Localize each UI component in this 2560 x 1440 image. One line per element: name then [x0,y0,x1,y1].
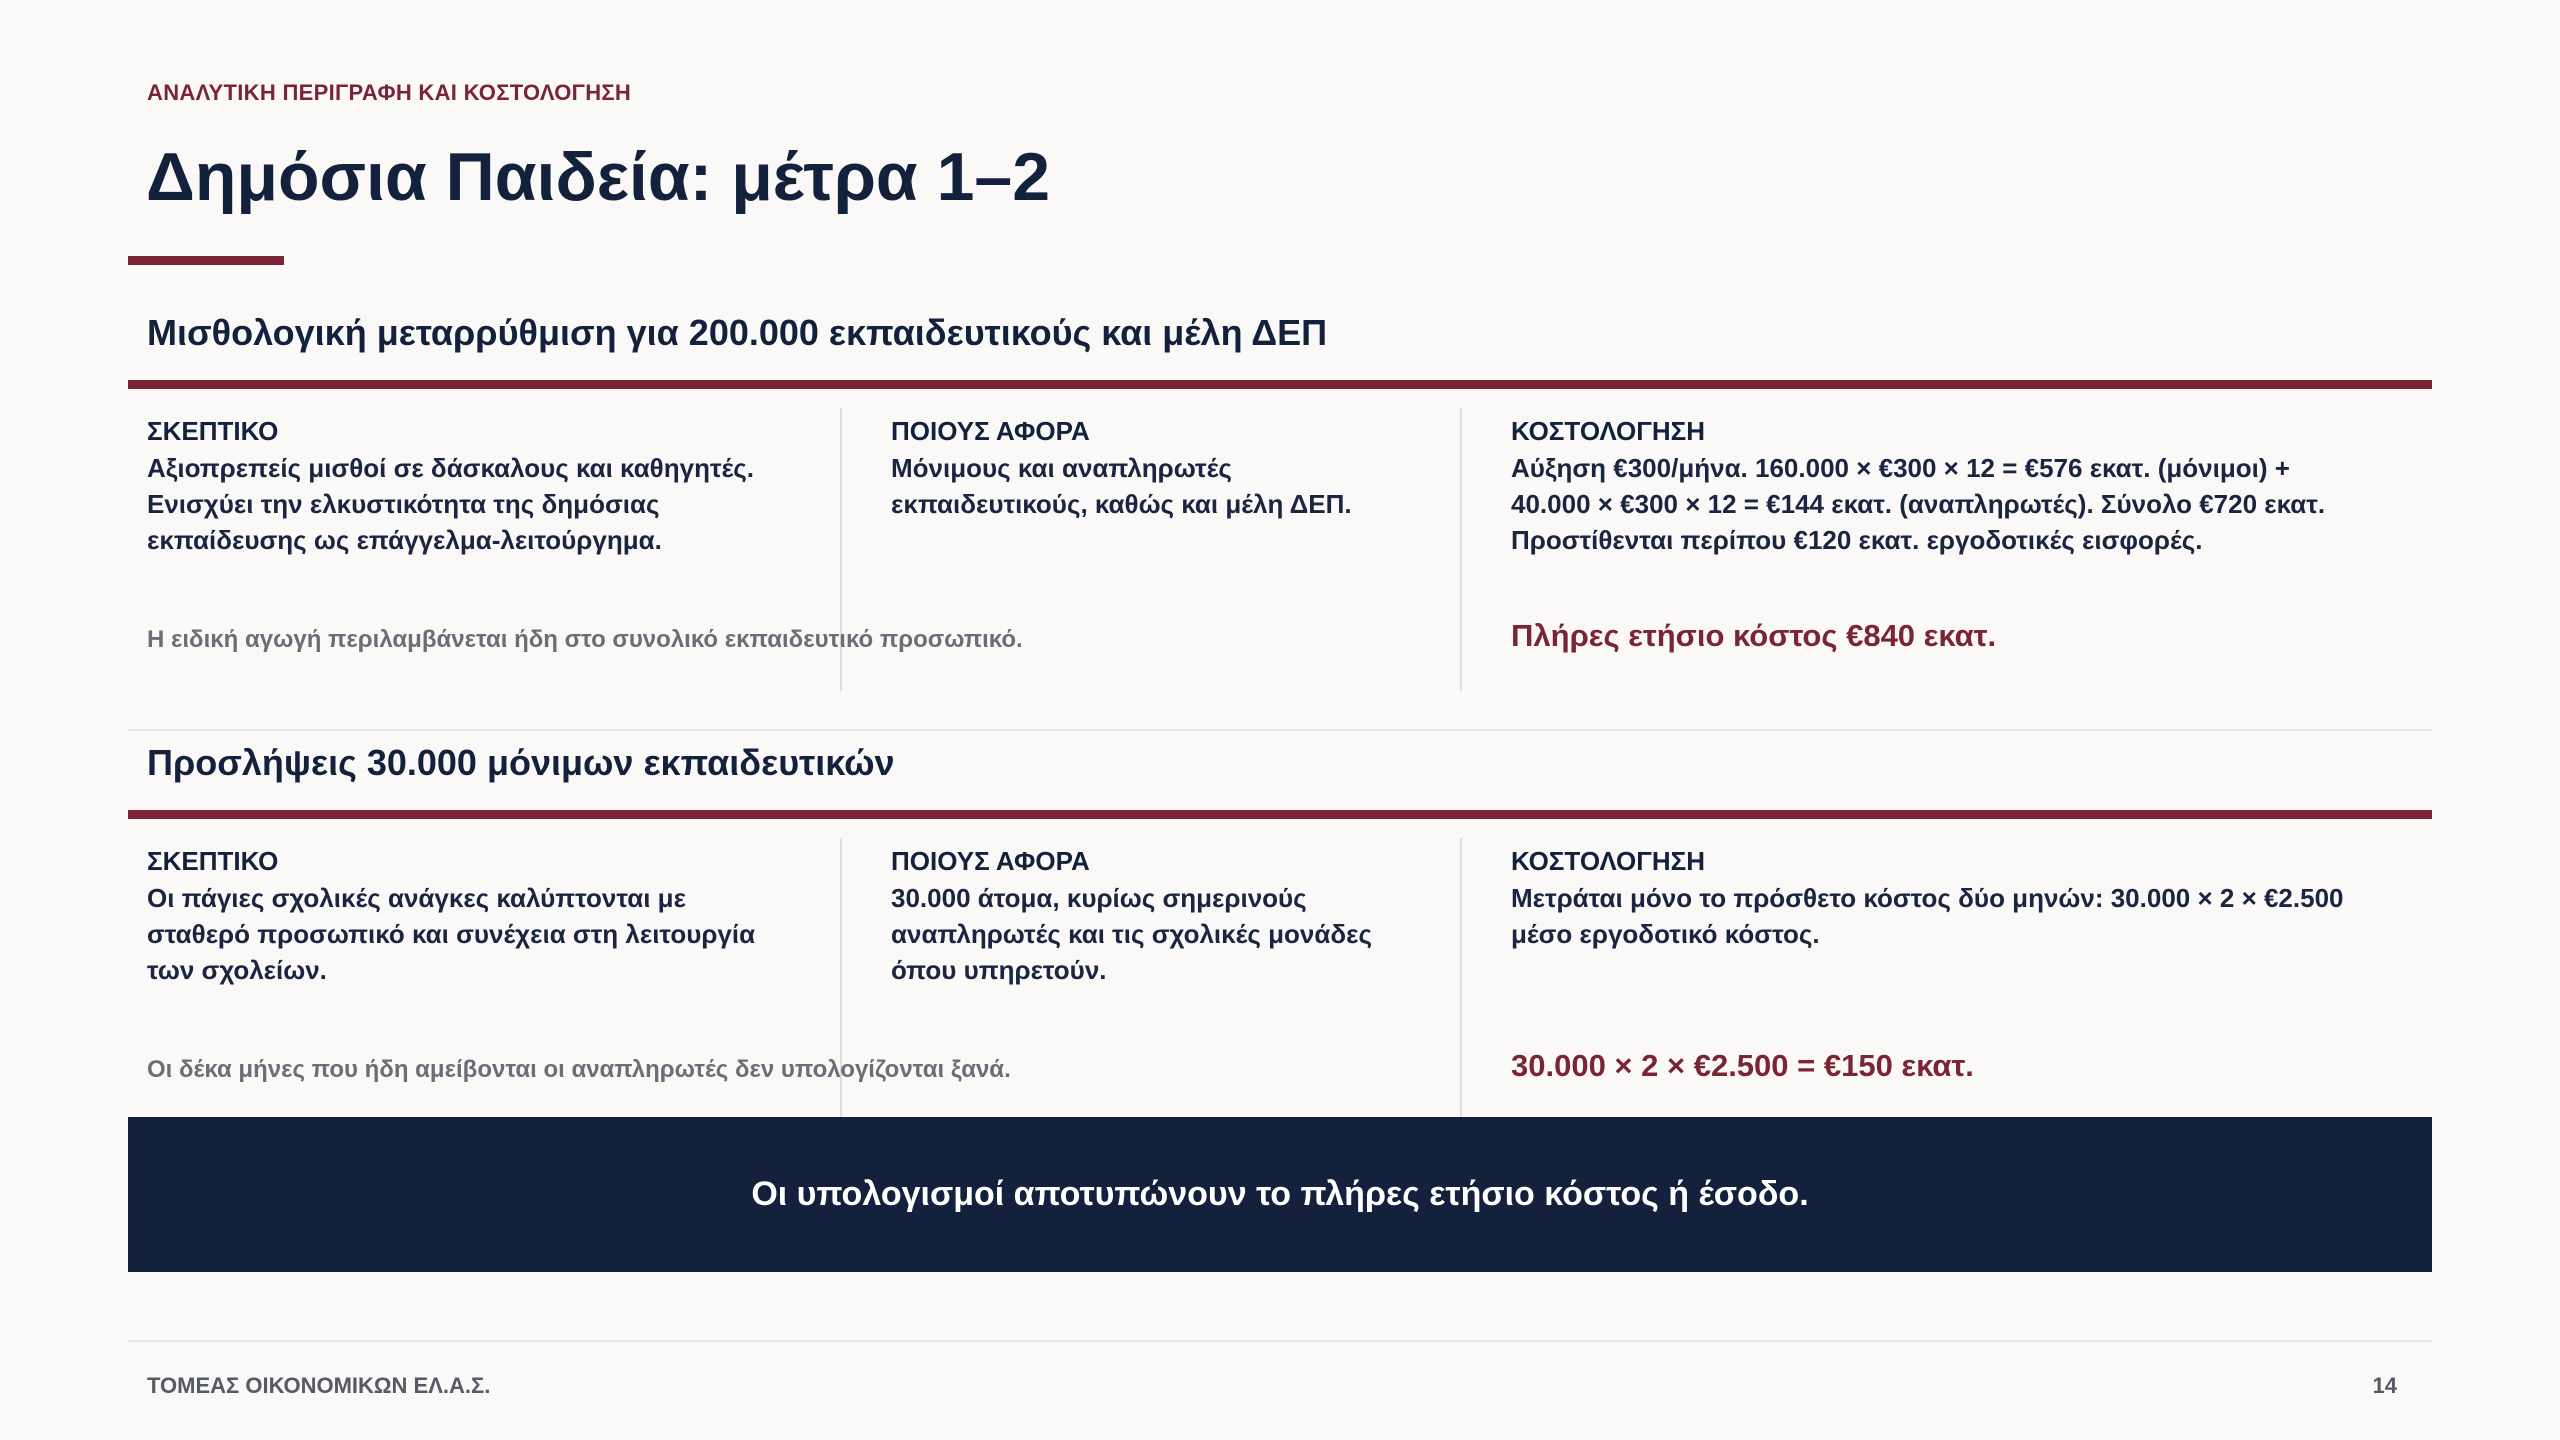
footer-rule [128,1340,2432,1342]
measure-2-note: Οι δέκα μήνες που ήδη αμείβονται οι αναπληρωτές δεν υπολογίζονται ξανά. [147,1056,1011,1083]
measure-2-rule [128,810,2432,819]
measure-1-costing-text: Αύξηση €300/μήνα. 160.000 × €300 × 12 = €576 εκατ. (μόνιμοι) + 40.000 × €300 × 12 = €144 εκατ. (αναπληρωτές). Σύνολο €720 εκατ. Προστίθενται περίπου €120 εκατ. εργοδοτικές εισφορές. [1511,453,2326,555]
footer-org: ΤΟΜΕΑΣ ΟΙΚΟΝΟΜΙΚΩΝ ΕΛ.Α.Σ. [147,1373,491,1398]
measure-1-audience-text: Μόνιμους και αναπληρωτές εκπαιδευτικούς, καθώς και μέλη ΔΕΠ. [891,453,1352,519]
measure-2-audience-text: 30.000 άτομα, κυρίως σημερινούς αναπληρωτές και τις σχολικές μονάδες όπου υπηρετούν. [891,883,1372,985]
measure-1-rationale-text: Αξιοπρεπείς μισθοί σε δάσκαλους και καθηγητές. Ενισχύει την ελκυστικότητα της δημόσιας εκπαίδευσης ως επάγγελμα-λειτούργημα. [147,453,755,555]
measure-1-costing-label: ΚΟΣΤΟΛΟΓΗΣΗ [1511,416,1705,446]
measure-2-divider-2 [1460,838,1462,1117]
title-accent-bar [128,256,284,265]
page-title: Δημόσια Παιδεία: μέτρα 1–2 [146,139,1051,215]
measure-2-audience-label: ΠΟΙΟΥΣ ΑΦΟΡΑ [891,846,1090,876]
measure-1-title: Μισθολογική μεταρρύθμιση για 200.000 εκπαιδευτικούς και μέλη ΔΕΠ [147,312,1328,353]
measure-1-divider-2 [1460,408,1462,691]
measure-1-audience-label: ΠΟΙΟΥΣ ΑΦΟΡΑ [891,416,1090,446]
measure-2-rationale-text: Οι πάγιες σχολικές ανάγκες καλύπτονται με σταθερό προσωπικό και συνέχεια στη λειτουργία των σχολείων. [147,883,756,985]
measure-2-costing-label: ΚΟΣΤΟΛΟΓΗΣΗ [1511,846,1705,876]
page-number: 14 [2372,1373,2397,1398]
measure-2-rationale-label: ΣΚΕΠΤΙΚΟ [147,846,279,876]
measure-2-costing-text: Μετράται μόνο το πρόσθετο κόστος δύο μηνών: 30.000 × 2 × €2.500 μέσο εργοδοτικό κόστος. [1511,883,2344,949]
measure-2-total-cost: 30.000 × 2 × €2.500 = €150 εκατ. [1511,1048,1974,1083]
measure-1-note: Η ειδική αγωγή περιλαμβάνεται ήδη στο συνολικό εκπαιδευτικό προσωπικό. [147,626,1023,653]
section-kicker: ΑΝΑΛΥΤΙΚΗ ΠΕΡΙΓΡΑΦΗ ΚΑΙ ΚΟΣΤΟΛΟΓΗΣΗ [147,80,632,105]
measure-1-rule [128,380,2432,389]
summary-banner [128,1117,2432,1272]
measure-2-title: Προσλήψεις 30.000 μόνιμων εκπαιδευτικών [147,742,895,783]
measure-1-rationale-label: ΣΚΕΠΤΙΚΟ [147,416,279,446]
section-separator [128,729,2432,731]
summary-banner-text: Οι υπολογισμοί αποτυπώνουν το πλήρες ετήσιο κόστος ή έσοδο. [751,1175,1809,1213]
measure-1-total-cost: Πλήρες ετήσιο κόστος €840 εκατ. [1511,618,1997,653]
